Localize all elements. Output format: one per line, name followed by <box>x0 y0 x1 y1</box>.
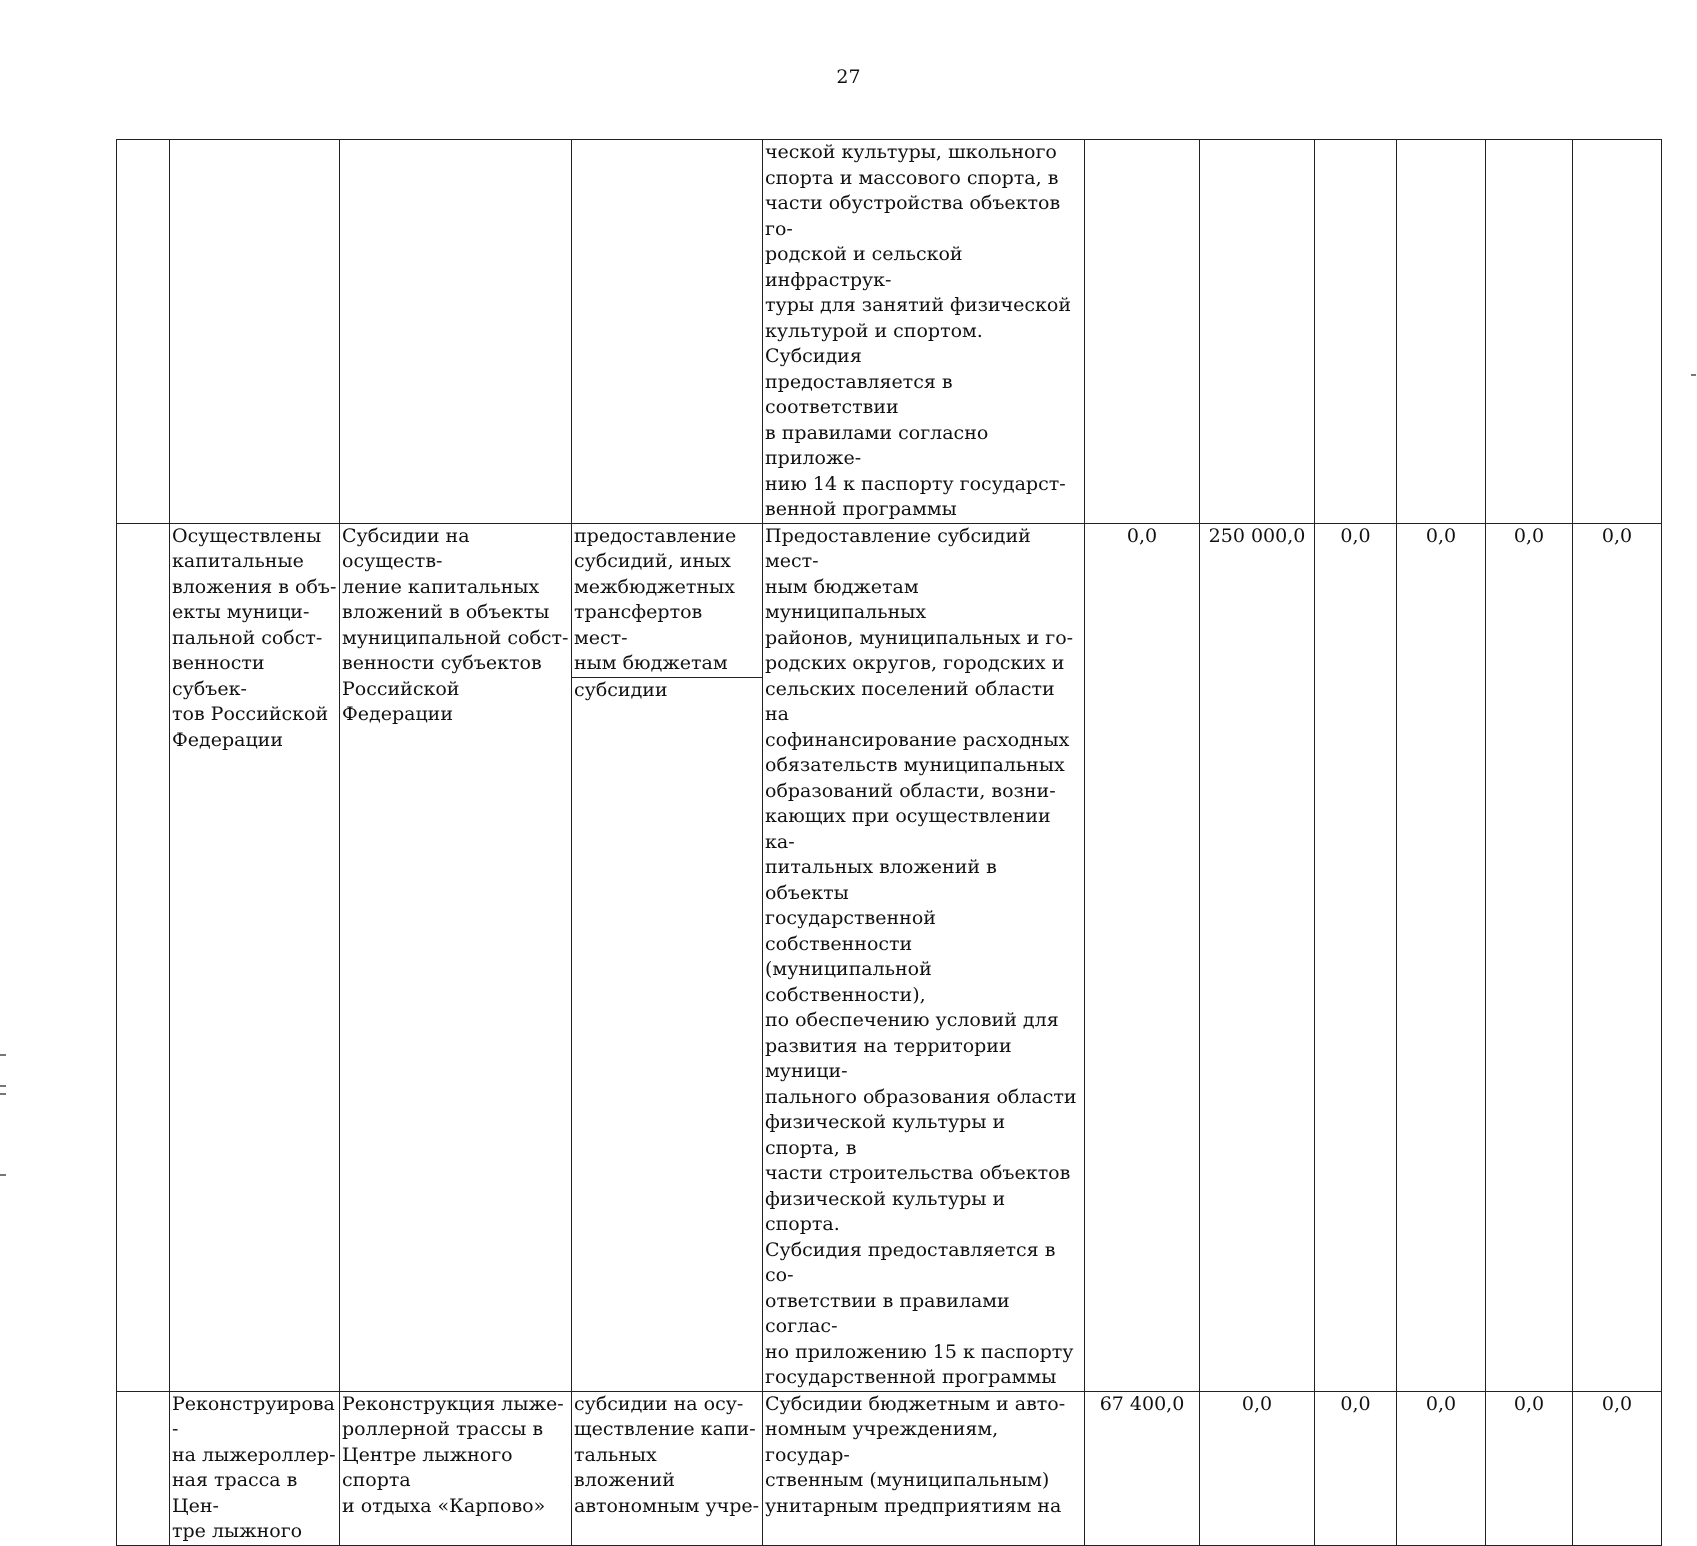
value-cell: 0,0 <box>1085 523 1200 1391</box>
budget-table <box>116 139 1662 1546</box>
expense-subtype: субсидии <box>572 677 762 704</box>
table-row <box>117 523 1662 1391</box>
expense-type-cell: субсидии на осу- ществление капи- тальных вложений автономным учре- <box>572 1391 763 1545</box>
value-cell: 0,0 <box>1486 1391 1573 1545</box>
value-cell: 0,0 <box>1573 523 1662 1391</box>
measure-cell: Субсидии на осуществ- ление капитальных вложений в объекты муниципальной собст- венности субъектов Российской Федерации <box>340 523 572 1391</box>
scan-mark <box>0 1054 6 1056</box>
value-cell: 0,0 <box>1486 523 1573 1391</box>
value-cell <box>1573 140 1662 524</box>
value-cell: 0,0 <box>1200 1391 1315 1545</box>
value-cell <box>1486 140 1573 524</box>
index-cell <box>117 523 170 1391</box>
value-cell: 250 000,0 <box>1200 523 1315 1391</box>
scan-mark <box>0 1093 6 1095</box>
expense-type-cell: предоставление субсидий, иных межбюджетных трансфертов мест- ным бюджетам субсидии <box>572 523 763 1391</box>
expense-type-cell <box>572 140 763 524</box>
value-cell: 0,0 <box>1315 523 1397 1391</box>
measure-cell <box>340 140 572 524</box>
value-cell: 0,0 <box>1397 523 1486 1391</box>
description-cell: ческой культуры, школьного спорта и массового спорта, в части обустройства объектов го- родской и сельской инфраструк- туры для занятий физической культурой и спортом. Субсидия предоставляется в соответствии в правилами согласно приложе- нию 14 к паспорту государст- венной программы <box>763 140 1085 524</box>
scan-mark <box>0 1174 6 1176</box>
result-cell: Реконструирова- на лыжероллер- ная трасса в Цен- тре лыжного <box>170 1391 340 1545</box>
result-cell <box>170 140 340 524</box>
value-cell <box>1200 140 1315 524</box>
description-cell: Субсидии бюджетным и авто- номным учреждениям, государ- ственным (муниципальным) унитарным предприятиям на <box>763 1391 1085 1545</box>
page-number: 27 <box>836 66 861 88</box>
scan-mark <box>0 1085 6 1087</box>
description-cell: Предоставление субсидий мест- ным бюджетам муниципальных районов, муниципальных и го- родских округов, городских и сельских поселений области на софинансирование расходных обязательств муниципальных образований области, возни- кающих при осуществлении ка- питальных вложений в объекты государственной собственности (муниципальной собственности), по обеспечению условий для развития на территории муници- пального образования области физической культуры и спорта, в части строительства объектов физической культуры и спорта. Субсидия предоставляется в со- ответствии в правилами соглас- но приложению 15 к паспорту государственной программы <box>763 523 1085 1391</box>
value-cell: 0,0 <box>1315 1391 1397 1545</box>
value-cell: 67 400,0 <box>1085 1391 1200 1545</box>
value-cell: 0,0 <box>1397 1391 1486 1545</box>
value-cell: 0,0 <box>1573 1391 1662 1545</box>
result-cell: Осуществлены капитальные вложения в объ- екты муници- пальной собст- венности субъек- тов Российской Федерации <box>170 523 340 1391</box>
value-cell <box>1085 140 1200 524</box>
scan-mark <box>1691 374 1696 376</box>
index-cell <box>117 140 170 524</box>
value-cell <box>1315 140 1397 524</box>
table-row <box>117 140 1662 524</box>
index-cell <box>117 1391 170 1545</box>
table-row <box>117 1391 1662 1545</box>
measure-cell: Реконструкция лыже- роллерной трассы в Центре лыжного спорта и отдыха «Карпово» <box>340 1391 572 1545</box>
value-cell <box>1397 140 1486 524</box>
